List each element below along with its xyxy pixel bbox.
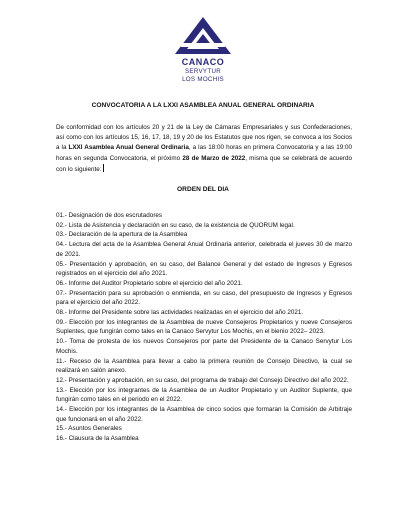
- agenda-item: 04.- Lectura del acta de la Asamblea General Anual Ordinaria anterior, celebrada el jueves 30 de marzo de 2021.: [56, 241, 352, 258]
- agenda-item: 01.- Designación de dos escrutadores: [56, 212, 163, 219]
- agenda-item: 02.- Lista de Asistencia y declaración en su caso, de la existencia de QUORUM legal.: [56, 221, 295, 229]
- document-title: CONVOCATORIA A LA LXXI ASAMBLEA ANUAL GENERAL ORDINARIA: [91, 102, 315, 109]
- agenda-item: 10.- Toma de protesta de los nuevos Consejeros por parte del Presidente de la Canaco Servytur Los Mochis.: [56, 338, 352, 355]
- intro-text-start: De conformidad con los artículos 20 y 21 de la Ley de Cámaras Empresariales y sus Confederaciones, así como con los artículos 15, 16, 17, 18, 19 y 20 de los Estatutos que nos rigen, se convoca a los Socios a la: [56, 124, 352, 152]
- logo-name: CANACO: [181, 57, 225, 67]
- agenda-item: 05.- Presentación y aprobación, en su caso, del Balance General y del estado de Ingresos y Egresos registrados en el ejercicio del año 2021.: [56, 260, 352, 278]
- agenda-item: 13.- Elección por los integrantes de la Asamblea de un Auditor Propietario y un Auditor Suplente, que fungirán como tales en el periodo en el 2022.: [56, 386, 352, 404]
- logo-city: LOS MOCHIS: [182, 76, 224, 83]
- agenda-item: 16.- Clausura de la Asamblea: [56, 435, 139, 443]
- agenda-item: 07.- Presentación para su aprobación o enmienda, en su caso, del presupuesto de Ingresos y Egresos para el ejercicio del año 2022.: [56, 289, 352, 307]
- agenda-heading: ORDEN DEL DIA: [177, 186, 229, 193]
- intro-paragraph: [56, 123, 352, 175]
- assembly-name: LXXI Asamblea Anual General Ordinaria: [68, 144, 189, 152]
- agenda-item: 03.- Declaración de la apertura de la Asamblea: [56, 231, 188, 239]
- agenda-item: 15.- Asuntos Generales: [56, 425, 122, 433]
- canaco-logo: [168, 16, 238, 86]
- agenda-item: 06.- Informe del Auditor Propietario sobre el ejercicio del año 2021.: [56, 279, 243, 287]
- intro-text-middle: , a las 18:00 horas en primera Convocatoria y a las 19:00 horas en segunda Convocatoria, el próximo: [56, 144, 352, 162]
- agenda-item: 12.- Presentación y aprobación, en su caso, del programa de trabajo del Consejo Directivo del año 2022.: [56, 376, 349, 384]
- triangle-logo-icon: [172, 16, 234, 56]
- logo-subtitle: SERVYTUR: [185, 68, 221, 75]
- agenda-item: 08.- Informe del Presidente sobre las actividades realizadas en el ejercicio del año 2021.: [56, 309, 304, 317]
- agenda-item: 14.- Elección por los integrantes de la Asamblea de cinco socios que formaran la Comisión de Arbitraje que funcionará en el año 2022.: [56, 406, 352, 423]
- text-cursor: [103, 164, 104, 172]
- meeting-date: 28 de Marzo de 2022: [182, 154, 246, 162]
- intro-text-end: , misma que se celebrará de acuerdo con lo siguiente:: [56, 154, 352, 173]
- agenda-list: [56, 211, 352, 444]
- agenda-item: 11.- Receso de la Asamblea para llevar a cabo la primera reunión de Consejo Directivo, la cual se realizará en salón anexo.: [56, 357, 352, 375]
- agenda-item: 09.- Elección por los integrantes de la Asamblea de nueve Consejeros Propietarios y nueve Consejeros Suplentes, que fungirán como tales en la Canaco Servytur Los Mochis, en el bienio 2022– 2023.: [56, 318, 352, 336]
